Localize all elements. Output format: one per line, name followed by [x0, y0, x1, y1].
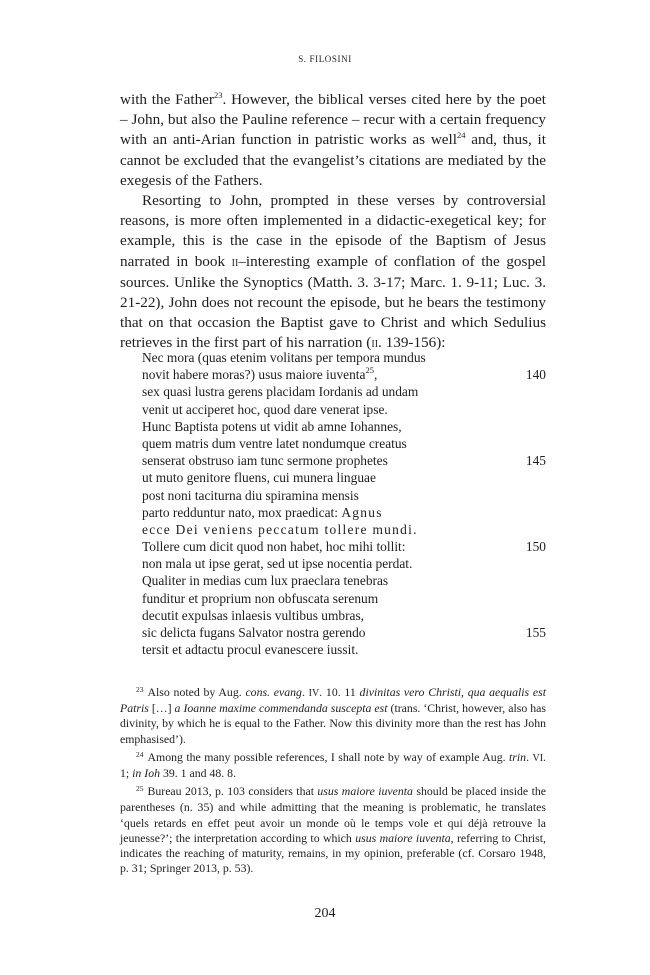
text-run: .	[301, 685, 309, 699]
text-run: (trans. ‘Christ, however, also has divinity, by which he is equal to the Father. Now this divinity more than the rest has John emphasised’).	[120, 701, 546, 746]
work-title: in Ioh	[132, 766, 160, 781]
footnote-ref-23[interactable]: 23	[213, 90, 223, 100]
text-run: . 10. 11	[319, 685, 360, 699]
verse-text: Qualiter in medias cum lux praeclara tenebras	[142, 573, 389, 589]
text-run: and, thus, it cannot be excluded that the evangelist’s citations are mediated by the exegesis of the Fathers.	[120, 131, 546, 189]
verse-text: Nec mora (quas etenim volitans per tempora mundus	[142, 350, 426, 365]
latin-quotation: divinitas vero Christi, qua aequalis est Patris	[120, 685, 546, 716]
verse-line	[142, 607, 546, 624]
verse-line	[142, 624, 546, 641]
verse-text: venit ut acciperet hoc, quod dare venerat ipse.	[142, 401, 388, 417]
line-number: 155	[525, 625, 546, 640]
footnote-25	[120, 784, 546, 876]
footnote-ref-25[interactable]: 25	[365, 365, 374, 376]
paragraph-2	[120, 191, 546, 355]
verse-text: ut muto genitore fluens, cui munera linguae	[142, 470, 376, 486]
footnotes	[120, 685, 546, 879]
verse-text: novit habere moras?) usus maiore iuventa	[142, 367, 366, 383]
text-run: Resorting to John, prompted in these verses by controversial reasons, is more often implemented in a didactic-exegetical key; for example, this is the case in the episode of the Baptism of Jesus narrated in book	[120, 192, 546, 270]
verse-line	[142, 383, 546, 400]
footnote-23	[120, 685, 546, 747]
footnote-number: 23	[136, 685, 144, 694]
verse-text: decutit expulsas inlaesis vultibus umbras,	[142, 607, 365, 623]
line-number: 140	[525, 367, 546, 383]
verse-line	[142, 435, 546, 452]
verse-text: sic delicta fugans Salvator nostra gerendo	[142, 625, 366, 640]
text-run: .	[526, 749, 533, 764]
spaced-quotation: Agnus	[341, 504, 383, 520]
running-head: S. FILOSINI	[298, 54, 352, 64]
verse-line	[142, 572, 546, 589]
verse-line	[142, 401, 546, 418]
text-run: . 1;	[120, 749, 546, 781]
verse-line	[142, 538, 546, 555]
verse-line	[142, 487, 546, 504]
verse-text: non mala ut ipse gerat, sed ut ipse nocentia perdat.	[142, 556, 413, 572]
book-numeral: vi	[532, 749, 544, 765]
footnote-number: 24	[136, 749, 144, 759]
main-text	[120, 90, 546, 355]
verse-line	[142, 349, 546, 366]
verse-text: quem matris dum ventre latet nondumque creatus	[142, 435, 407, 451]
text-run: Also noted by Aug.	[147, 685, 246, 699]
latin-quotation: a Ioanne maxime commendanda suscepta est	[174, 701, 388, 716]
text-run: –interesting example of conflation of the gospel sources. Unlike the Synoptics (Matth. 3. 3-17; Marc. 1. 9-11; Luc. 3. 21-22), John does not recount the episode, but he bears the testimony that on that occasion the Baptist gave to Christ and which Sedulius retrieves in the first part of his narration (	[120, 252, 546, 352]
verse-text: sex quasi lustra gerens placidam Iordanis ad undam	[142, 384, 419, 400]
verse-text: parto redduntur nato, mox praedicat:	[142, 504, 342, 520]
verse-line	[142, 590, 546, 607]
text-run: […]	[148, 701, 175, 716]
verse-text: senserat obstruso iam tunc sermone prophetes	[142, 453, 388, 469]
footnote-ref-24[interactable]: 24	[456, 130, 466, 141]
work-title: trin	[509, 749, 527, 764]
verse-line	[142, 452, 546, 469]
verse-line	[142, 555, 546, 572]
text-run: . 139-156):	[378, 334, 446, 352]
verse-line	[142, 418, 546, 435]
latin-quotation: usus maiore iuventa	[355, 830, 451, 845]
line-number: 150	[525, 539, 546, 555]
verse-text: post noni taciturna diu spiramina mensis	[142, 487, 359, 503]
book-numeral: iv	[308, 685, 320, 700]
verse-text: ,	[373, 367, 378, 383]
verse-text: tersit et adtactu procul evanescere iussit.	[142, 642, 359, 658]
text-run: 39. 1 and 48. 8.	[160, 766, 237, 781]
book-numeral: ii	[371, 336, 379, 352]
verse-text: Hunc Baptista potens ut vidit ab amne Iohannes,	[142, 418, 402, 434]
verse-text: Tollere cum dicit quod non habet, hoc mihi tollit:	[142, 539, 406, 555]
line-number: 145	[525, 453, 546, 469]
verse-text: funditur et proprium non obfuscata serenum	[142, 590, 379, 606]
verse-line	[142, 641, 546, 658]
book-numeral: ii	[231, 254, 239, 270]
text-run: Among the many possible references, I shall note by way of example Aug.	[147, 749, 510, 764]
text-run: . However, the biblical verses cited here by the poet – John, but also the Pauline reference – recur with a certain frequency with an anti-Arian function in patristic works as well	[120, 91, 547, 149]
work-title: cons. evang	[245, 685, 302, 699]
text-run: Bureau 2013, p. 103 considers that	[147, 784, 318, 799]
verse-line	[142, 521, 546, 538]
footnote-number: 25	[136, 784, 144, 794]
verse-line	[142, 504, 546, 521]
text-run: with the Father	[120, 91, 214, 108]
verse-line	[142, 469, 546, 486]
paragraph-1	[120, 90, 546, 191]
text-run: should be placed inside the parentheses (n. 35) and while admitting that the meaning is problematic, he translates ‘quels retards en effet peut avoir un monde où le temps vole et qui déjà retrouve la jeunesse?’; the interpretation according to which	[120, 784, 546, 845]
verse-quotation	[142, 349, 546, 658]
page-number: 204	[314, 906, 336, 921]
text-run: , referring to Christ, indicates the reaching of maturity, remains, in my opinion, preferable (cf. Corsaro 1948, p. 31; Springer 2013, p. 53).	[120, 830, 547, 876]
latin-quotation: usus maiore iuventa	[317, 784, 413, 799]
footnote-24	[120, 750, 546, 781]
verse-line	[142, 366, 546, 383]
spaced-quotation: ecce Dei veniens peccatum tollere mundi.	[142, 521, 418, 537]
